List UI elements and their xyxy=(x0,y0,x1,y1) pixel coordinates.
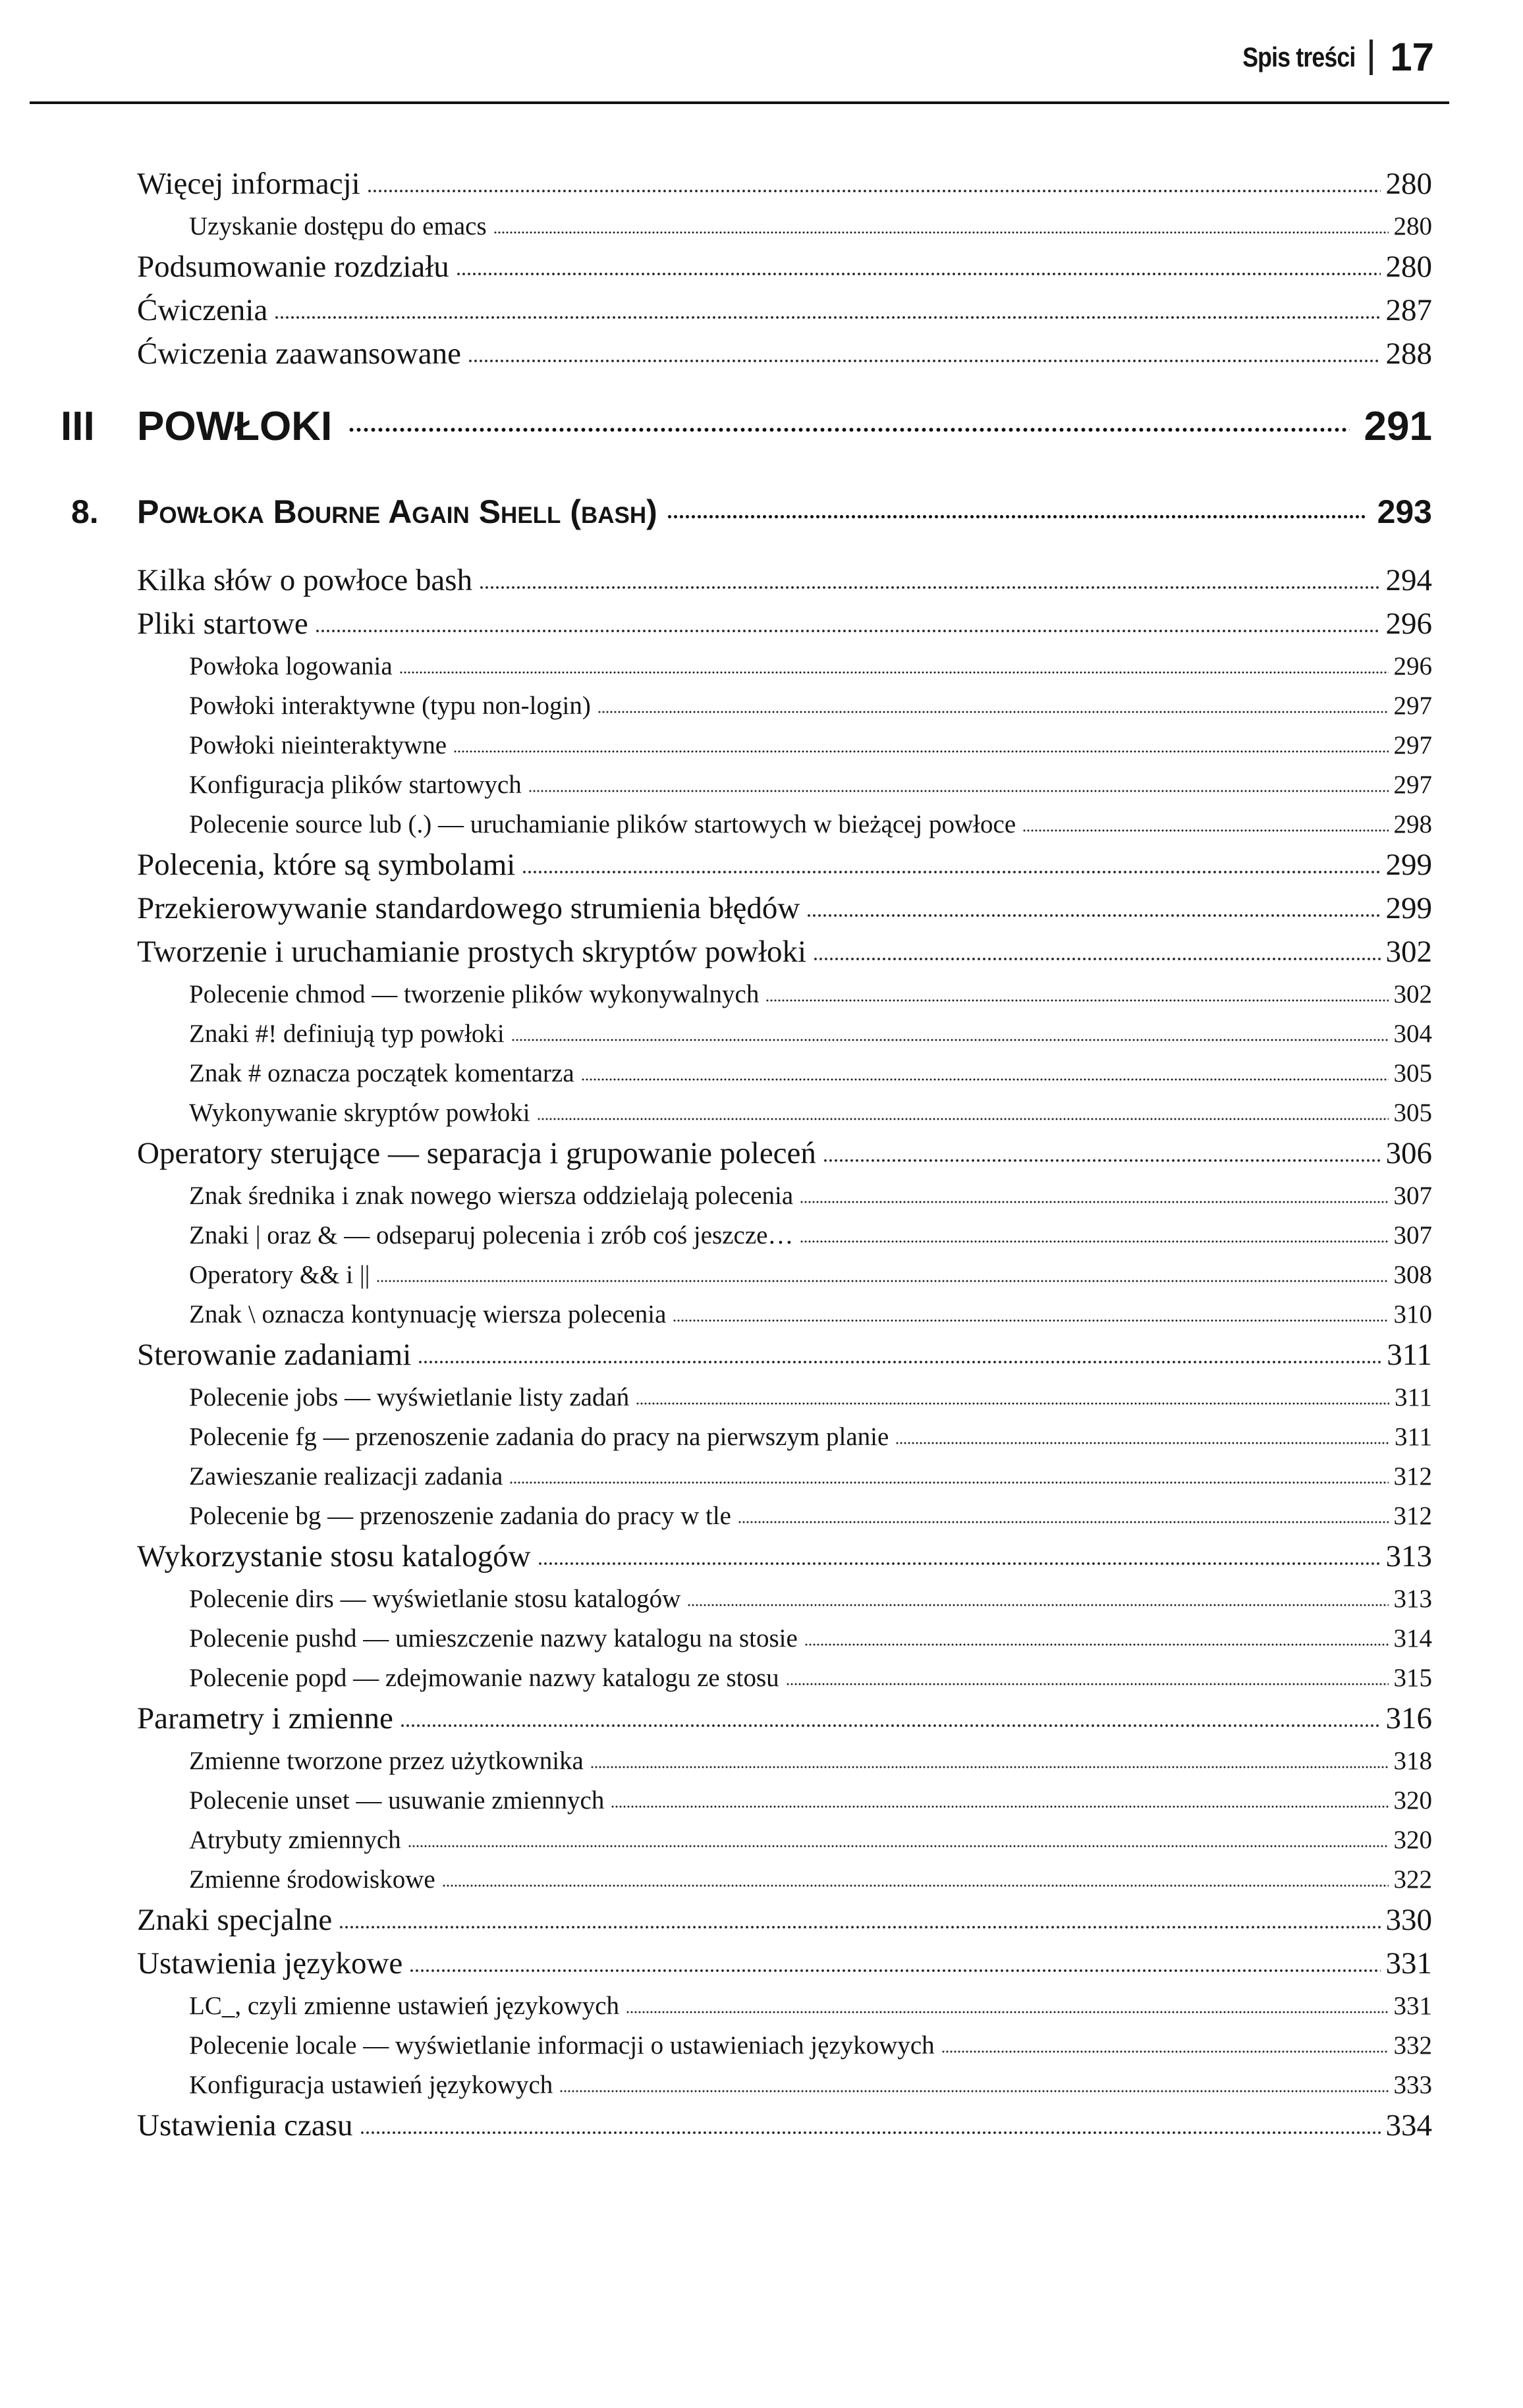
dot-leader xyxy=(479,581,1380,590)
dot-leader xyxy=(626,2008,1388,2014)
toc-chapter xyxy=(0,469,1523,555)
toc-section xyxy=(0,1938,1523,1981)
toc-page: 297 xyxy=(1393,731,1432,759)
toc-page: 306 xyxy=(1385,1136,1432,1170)
toc-page: 296 xyxy=(1393,652,1432,680)
toc-page: 311 xyxy=(1394,1383,1432,1411)
toc-page: 291 xyxy=(1364,403,1432,449)
toc-page: 302 xyxy=(1385,935,1432,969)
dot-leader xyxy=(408,1842,1389,1848)
toc-title: Konfiguracja plików startowych xyxy=(189,771,522,799)
toc-page: 333 xyxy=(1393,2071,1432,2099)
dot-leader xyxy=(786,1680,1389,1686)
toc-title: Powłoka logowania xyxy=(189,652,393,680)
dot-leader xyxy=(511,1035,1389,1042)
toc-title: Zawieszanie realizacji zadania xyxy=(189,1462,503,1491)
toc-title: Polecenie unset — usuwanie zmiennych xyxy=(189,1786,605,1815)
toc-title: Polecenie popd — zdejmowanie nazwy katalogu ze stosu xyxy=(189,1664,779,1692)
toc-title: Podsumowanie rozdziału xyxy=(137,250,449,284)
toc-page: 318 xyxy=(1393,1747,1432,1775)
running-header xyxy=(1223,34,1434,80)
toc-title: Przekierowywanie standardowego strumienia błędów xyxy=(137,891,800,925)
toc-page: 280 xyxy=(1385,250,1432,284)
toc-page: 297 xyxy=(1393,771,1432,799)
toc-section xyxy=(0,328,1523,371)
dot-leader xyxy=(360,2126,1381,2135)
toc-title: Ćwiczenia xyxy=(137,293,268,327)
toc-title: Znak # oznacza początek komentarza xyxy=(189,1059,574,1087)
toc-section xyxy=(0,598,1523,642)
dot-leader xyxy=(806,909,1380,918)
toc-subsection xyxy=(0,800,1523,839)
toc-page: 287 xyxy=(1385,293,1432,327)
toc-section xyxy=(0,158,1523,202)
toc-page: 312 xyxy=(1393,1502,1432,1530)
toc-page: 307 xyxy=(1393,1182,1432,1210)
toc-page: 308 xyxy=(1393,1261,1432,1289)
toc-page: 331 xyxy=(1385,1946,1432,1981)
dot-leader xyxy=(442,1881,1389,1888)
toc-section xyxy=(0,285,1523,328)
dot-leader xyxy=(800,1237,1388,1244)
toc-subsection xyxy=(0,1574,1523,1614)
toc-title: Uzyskanie dostępu do emacs xyxy=(189,212,487,240)
toc-subsection xyxy=(0,1412,1523,1452)
toc-page: 294 xyxy=(1385,563,1432,597)
toc-subsection xyxy=(0,2060,1523,2100)
toc-subsection xyxy=(0,1009,1523,1049)
dot-leader xyxy=(509,1478,1388,1485)
toc-title: Ćwiczenia zaawansowane xyxy=(137,337,461,371)
toc-subsection xyxy=(0,1491,1523,1531)
toc-subsection xyxy=(0,202,1523,241)
dot-leader xyxy=(493,228,1389,234)
toc-subsection xyxy=(0,642,1523,681)
dot-leader xyxy=(538,1557,1381,1566)
toc-section xyxy=(0,555,1523,598)
toc-title: Kilka słów o powłoce bash xyxy=(137,563,473,597)
dot-leader xyxy=(804,1640,1389,1647)
toc-section xyxy=(0,241,1523,285)
dot-leader xyxy=(528,786,1389,793)
toc-title: POWŁOKI xyxy=(137,403,333,449)
toc-page: 288 xyxy=(1385,337,1432,371)
dot-leader xyxy=(418,1355,1381,1365)
toc-subsection xyxy=(0,760,1523,800)
toc-title: LC_, czyli zmienne ustawień językowych xyxy=(189,1992,620,2020)
toc-page: 315 xyxy=(1393,1664,1432,1692)
toc-title: Polecenie pushd — umieszczenie nazwy katalogu na stosie xyxy=(189,1624,798,1653)
toc-subsection xyxy=(0,1981,1523,2021)
dot-leader xyxy=(941,2047,1389,2054)
dot-leader xyxy=(400,1719,1381,1728)
toc-page: 280 xyxy=(1385,167,1432,201)
toc-title: Znak \ oznacza kontynuację wiersza polecenia xyxy=(189,1300,667,1328)
dot-leader xyxy=(673,1316,1388,1323)
dot-leader xyxy=(1022,826,1388,833)
toc-page: 296 xyxy=(1385,607,1432,641)
toc-subsection xyxy=(0,721,1523,760)
dot-leader xyxy=(581,1075,1389,1081)
toc-page: 298 xyxy=(1393,810,1432,838)
toc-subsection xyxy=(0,970,1523,1009)
toc-page: 311 xyxy=(1394,1423,1432,1451)
toc-subsection xyxy=(0,1373,1523,1412)
running-header-title: Spis treści xyxy=(1242,41,1356,72)
toc-title: Atrybuty zmiennych xyxy=(189,1826,401,1854)
dot-leader xyxy=(823,1154,1381,1163)
toc-section xyxy=(0,1693,1523,1736)
toc-title: Więcej informacji xyxy=(137,167,360,201)
toc-subsection xyxy=(0,681,1523,721)
dot-leader xyxy=(453,747,1388,753)
dot-leader xyxy=(813,952,1380,962)
toc-subsection xyxy=(0,1614,1523,1653)
dot-leader xyxy=(636,1399,1389,1406)
toc-title: Powłoki nieinteraktywne xyxy=(189,731,447,759)
toc-title: Znaki specjalne xyxy=(137,1903,333,1937)
toc-title: Znak średnika i znak nowego wiersza oddzielają polecenia xyxy=(189,1182,794,1210)
table-of-contents xyxy=(0,158,1523,2143)
dot-leader xyxy=(800,1197,1388,1204)
toc-page: 293 xyxy=(1377,493,1432,530)
dot-leader xyxy=(339,1921,1380,1930)
toc-page: 305 xyxy=(1393,1059,1432,1087)
toc-page: 297 xyxy=(1393,692,1432,720)
dot-leader xyxy=(895,1438,1389,1445)
toc-title: Polecenia, które są symbolami xyxy=(137,848,516,882)
dot-leader xyxy=(738,1518,1389,1524)
toc-subsection xyxy=(0,1211,1523,1250)
toc-title: Wykonywanie skryptów powłoki xyxy=(189,1099,530,1127)
dot-leader xyxy=(348,425,1349,433)
toc-subsection xyxy=(0,1855,1523,1894)
toc-title: Polecenie jobs — wyświetlanie listy zadań xyxy=(189,1383,630,1411)
toc-section xyxy=(0,1894,1523,1938)
dot-leader xyxy=(274,311,1380,320)
toc-page: 320 xyxy=(1393,1826,1432,1854)
toc-page: 311 xyxy=(1387,1338,1432,1372)
toc-page: 313 xyxy=(1385,1539,1432,1573)
toc-page: 299 xyxy=(1385,848,1432,882)
dot-leader xyxy=(399,668,1389,674)
toc-page: 330 xyxy=(1385,1903,1432,1937)
toc-title: Polecenie chmod — tworzenie plików wykonywalnych xyxy=(189,980,760,1008)
toc-title: Zmienne środowiskowe xyxy=(189,1865,435,1894)
toc-number: 8. xyxy=(71,493,99,530)
toc-page: 313 xyxy=(1393,1585,1432,1613)
toc-subsection xyxy=(0,1290,1523,1329)
toc-title: Powłoki interaktywne (typu non-login) xyxy=(189,692,591,720)
toc-section xyxy=(0,839,1523,883)
toc-subsection xyxy=(0,1736,1523,1776)
toc-title: Parametry i zmienne xyxy=(137,1701,393,1736)
dot-leader xyxy=(376,1276,1388,1283)
toc-page: 316 xyxy=(1385,1701,1432,1736)
toc-title: Znaki #! definiują typ powłoki xyxy=(189,1020,505,1048)
toc-subsection xyxy=(0,1452,1523,1491)
toc-title: Ustawienia czasu xyxy=(137,2108,353,2143)
header-separator xyxy=(1370,40,1373,75)
toc-subsection xyxy=(0,2021,1523,2060)
dot-leader xyxy=(315,624,1381,634)
toc-title: Polecenie locale — wyświetlanie informacji o ustawieniach językowych xyxy=(189,2031,935,2060)
toc-section xyxy=(0,2100,1523,2143)
toc-part xyxy=(0,383,1523,469)
toc-title: Powłoka Bourne Again Shell (bash) xyxy=(137,493,657,530)
toc-title: Tworzenie i uruchamianie prostych skryptów powłoki xyxy=(137,935,807,969)
dot-leader xyxy=(597,707,1389,714)
toc-page: 312 xyxy=(1393,1462,1432,1491)
toc-title: Pliki startowe xyxy=(137,607,308,641)
toc-page: 332 xyxy=(1393,2031,1432,2060)
toc-subsection xyxy=(0,1815,1523,1855)
toc-number: III xyxy=(61,403,95,449)
toc-subsection xyxy=(0,1088,1523,1128)
dot-leader xyxy=(559,2087,1388,2093)
toc-title: Operatory sterujące — separacja i grupowanie poleceń xyxy=(137,1136,816,1170)
dot-leader xyxy=(456,267,1381,277)
toc-subsection xyxy=(0,1776,1523,1815)
dot-leader xyxy=(367,184,1381,194)
dot-leader xyxy=(522,865,1380,875)
toc-page: 280 xyxy=(1393,212,1432,240)
toc-title: Sterowanie zadaniami xyxy=(137,1338,412,1372)
dot-leader xyxy=(667,513,1366,520)
toc-subsection xyxy=(0,1653,1523,1693)
header-rule xyxy=(30,101,1449,104)
dot-leader xyxy=(409,1964,1380,1973)
dot-leader xyxy=(537,1114,1389,1121)
toc-title: Znaki | oraz & — odseparuj polecenia i zrób coś jeszcze… xyxy=(189,1221,794,1249)
toc-page: 331 xyxy=(1393,1992,1432,2020)
toc-subsection xyxy=(0,1049,1523,1088)
spacer xyxy=(0,371,1523,383)
dot-leader xyxy=(468,354,1381,364)
toc-page: 314 xyxy=(1393,1624,1432,1653)
toc-section xyxy=(0,883,1523,926)
toc-title: Wykorzystanie stosu katalogów xyxy=(137,1539,531,1573)
toc-section xyxy=(0,1329,1523,1373)
toc-page: 302 xyxy=(1393,980,1432,1008)
toc-page: 307 xyxy=(1393,1221,1432,1249)
toc-title: Polecenie source lub (.) — uruchamianie plików startowych w bieżącej powłoce xyxy=(189,810,1016,838)
page-number: 17 xyxy=(1390,35,1434,79)
toc-title: Polecenie dirs — wyświetlanie stosu katalogów xyxy=(189,1585,681,1613)
toc-section xyxy=(0,926,1523,970)
dot-leader xyxy=(590,1763,1389,1769)
toc-page: 305 xyxy=(1393,1099,1432,1127)
toc-title: Konfiguracja ustawień językowych xyxy=(189,2071,553,2099)
toc-page: 320 xyxy=(1393,1786,1432,1815)
toc-section xyxy=(0,1128,1523,1171)
toc-subsection xyxy=(0,1250,1523,1290)
toc-title: Polecenie fg — przenoszenie zadania do pracy na pierwszym planie xyxy=(189,1423,889,1451)
toc-page: 334 xyxy=(1385,2108,1432,2143)
toc-page: 310 xyxy=(1393,1300,1432,1328)
toc-title: Ustawienia językowe xyxy=(137,1946,403,1981)
toc-page: 322 xyxy=(1393,1865,1432,1894)
toc-page: 299 xyxy=(1385,891,1432,925)
toc-title: Operatory && i || xyxy=(189,1261,370,1289)
toc-subsection xyxy=(0,1171,1523,1211)
dot-leader xyxy=(611,1802,1388,1809)
dot-leader xyxy=(765,996,1388,1002)
dot-leader xyxy=(687,1601,1388,1607)
toc-section xyxy=(0,1531,1523,1574)
toc-title: Polecenie bg — przenoszenie zadania do pracy w tle xyxy=(189,1502,731,1530)
toc-title: Zmienne tworzone przez użytkownika xyxy=(189,1747,584,1775)
toc-page: 304 xyxy=(1393,1020,1432,1048)
